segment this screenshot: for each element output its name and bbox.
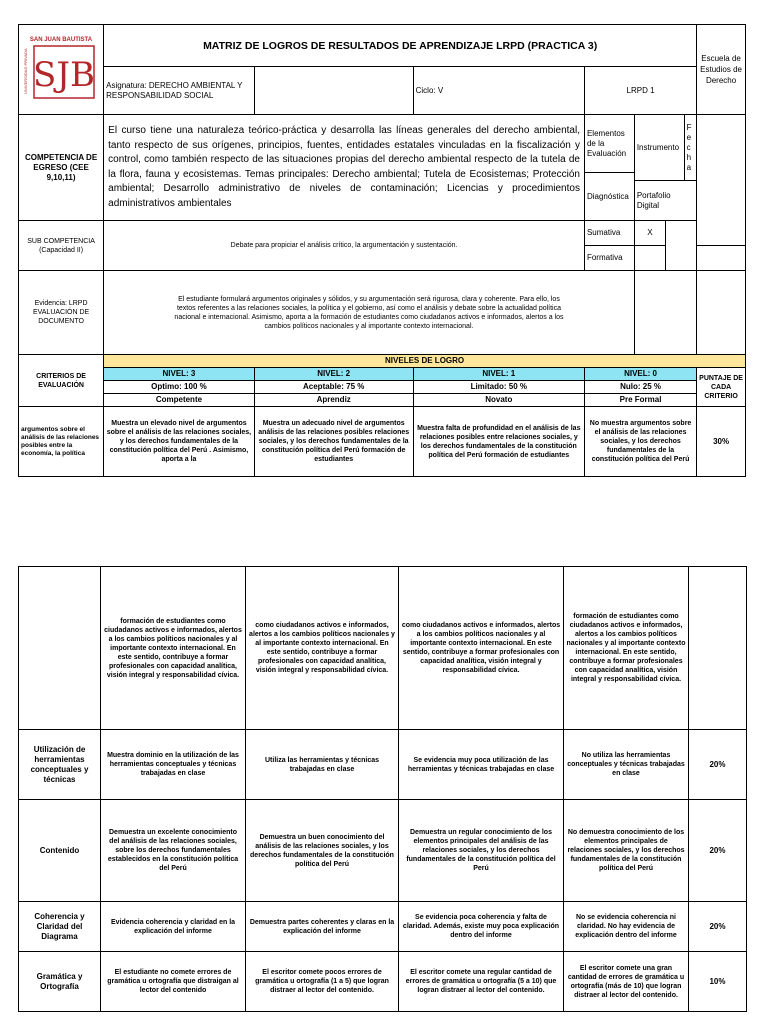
subcompetencia-label: SUB COMPETENCIA (Capacidad II) [19,221,104,271]
level-1-cell: como ciudadanos activos e informados, alertos a los cambios políticos nacionales y al importante contexto internacional. En este sentido, contribuye a formar profesionales con capacidad analítica, visión integral y responsabilidad cívica. [399,567,564,730]
level-1-name: Novato [413,394,584,407]
rubric-table-page-1 [18,24,746,477]
level-0-cell: No utiliza las herramientas conceptuales y técnicas trabajadas en clase [564,730,689,800]
asignatura-label: Asignatura: DERECHO AMBIENTAL Y RESPONSABILIDAD SOCIAL [104,67,255,115]
level-2-header: NIVEL: 2 [254,368,413,381]
blank-cell [254,67,413,115]
level-2-cell: Utiliza las herramientas y técnicas trabajadas en clase [246,730,399,800]
level-1-cell: Se evidencia poca coherencia y falta de claridad. Además, existe muy poca explicación dentro del informe [399,902,564,952]
criterio-cell: Contenido [19,800,101,902]
level-1-cell: Muestra falta de profundidad en el análisis de las relaciones posibles entre relaciones sociales, y los derechos fundamentales de la constitución política del Perú formación de estudiantes [413,407,584,477]
subcompetencia-text: Debate para propiciar el análisis crítico, la argumentación y sustentación. [104,221,585,271]
formativa-label: Formativa [584,246,634,271]
blank-cell [697,271,746,355]
level-0-cell: No muestra argumentos sobre el análisis de las relaciones sociales, y los derechos fundamentales de la constitución política del Perú [584,407,696,477]
competencia-description: El curso tiene una naturaleza teórico-práctica y desarrolla las líneas generales del derecho ambiental, tanto respecto de sus orígenes, principios, fuentes, entidades estatales vinculadas en la fiscalización y control, como también respecto de las situaciones propias del derecho ambiental respecto de la tutela de la flora, fauna y ecosistemas. Temas principales: Derecho ambiental; Tutela de Ecosistemas; Protección ambiental; Desarrollo administrativo de niveles de contaminación; Licencias y procedimientos administrativos ambientales [104,115,585,221]
table-row [19,730,747,800]
criterio-cell: Gramática y Ortografía [19,952,101,1012]
level-0-cell: No demuestra conocimiento de los elementos principales de relaciones sociales, y los derechos fundamentales de la constitución política del Perú [564,800,689,902]
level-3-name: Competente [104,394,255,407]
puntaje-label: PUNTAJE DE CADA CRITERIO [697,368,746,407]
competencia-label: COMPETENCIA DE EGRESO (CEE 9,10,11) [19,115,104,221]
logo-side-text: UNIVERSIDAD PRIVADA [23,47,29,94]
table-row [19,800,747,902]
table-row [19,902,747,952]
level-1-cell: El escritor comete una regular cantidad de errores de gramática u ortografía (5 a 10) que logran distraer al lector del contenido. [399,952,564,1012]
level-0-percent: Nulo: 25 % [584,381,696,394]
criterio-cell [19,567,101,730]
level-3-header: NIVEL: 3 [104,368,255,381]
level-2-cell: como ciudadanos activos e informados, alertos a los cambios políticos nacionales y al importante contexto internacional. En este sentido, contribuye a formar profesionales con capacidad analítica, visión integral y responsabilidad cívica. [246,567,399,730]
blank-side-cell [697,115,746,246]
logo-institution-name: SAN JUAN BAUTISTA [29,36,93,43]
logo-cell [19,25,104,115]
puntaje-cell [689,567,747,730]
evidencia-text: El estudiante formulará argumentos originales y sólidos, y su argumentación será rigurosa, clara y coherente. Para ello, los textos referentes a las relaciones sociales, la política y el gobierno, así como el análisis y debate sobre la actualidad política nacional e internacional. Asimismo, aporta a la formación de estudiantes como ciudadanos activos e informados, alertos a los cambios políticos nacionales y al importante contexto internacional. [104,271,635,355]
puntaje-cell: 20% [689,902,747,952]
university-logo-icon [22,30,100,110]
level-2-cell: Demuestra partes coherentes y claras en la explicación del informe [246,902,399,952]
level-2-cell: El escritor comete pocos errores de gramática u ortografía (1 a 5) que logran distraer al lector del contenido. [246,952,399,1012]
criterio-cell: Coherencia y Claridad del Diagrama [19,902,101,952]
criterio-cell: argumentos sobre el análisis de las relaciones posibles entre la economía, la política [19,407,104,477]
puntaje-cell: 20% [689,800,747,902]
sumativa-mark: X [634,221,665,246]
diagnostica-label: Diagnóstica [584,173,634,221]
level-2-name: Aprendiz [254,394,413,407]
blank-cell [697,246,746,271]
puntaje-cell: 10% [689,952,747,1012]
evidencia-label: Evidencia: LRPD EVALUACIÓN DE DOCUMENTO [19,271,104,355]
portafolio-label: Portafolio Digital [634,181,696,221]
table-row [19,952,747,1012]
level-0-cell: formación de estudiantes como ciudadanos activos e informados, alertos a los cambios políticos nacionales y al importante contexto internacional. En este sentido, contribuye a formar profesionales con capacidad analítica, visión integral y responsabilidad cívica. [564,567,689,730]
table-row [19,407,746,477]
criterios-label: CRITERIOS DE EVALUACIÓN [19,355,104,407]
level-3-percent: Optimo: 100 % [104,381,255,394]
level-0-header: NIVEL: 0 [584,368,696,381]
criterio-cell: Utilización de herramientas conceptuales y técnicas [19,730,101,800]
level-2-percent: Aceptable: 75 % [254,381,413,394]
level-0-name: Pre Formal [584,394,696,407]
ciclo-label: Ciclo: V [413,67,584,115]
level-3-cell: El estudiante no comete errores de gramática u ortografía que distraigan al lector del contenido [101,952,246,1012]
level-3-cell: formación de estudiantes como ciudadanos activos e informados, alertos a los cambios políticos nacionales y al importante contexto internacional. En este sentido, contribuye a formar profesionales con capacidad analítica, visión integral y responsabilidad cívica. [101,567,246,730]
level-3-cell: Muestra dominio en la utilización de las herramientas conceptuales y técnicas trabajadas en clase [101,730,246,800]
level-2-cell: Muestra un adecuado nivel de argumentos análisis de las relaciones posibles relaciones sociales, y los derechos fundamentales de la constitución política del Perú formación de estudiantes [254,407,413,477]
document-title: MATRIZ DE LOGROS DE RESULTADOS DE APRENDIZAJE LRPD (PRACTICA 3) [104,25,697,67]
instrumento-label: Instrumento [634,115,684,181]
puntaje-cell: 20% [689,730,747,800]
blank-cell [634,271,696,355]
elementos-label: Elementos de la Evaluación [584,115,634,173]
level-1-cell: Demuestra un regular conocimiento de los elementos principales del análisis de las relaciones sociales, y los derechos fundamentales de la constitución política del Perú [399,800,564,902]
level-1-cell: Se evidencia muy poca utilización de las herramientas y técnicas trabajadas en clase [399,730,564,800]
level-0-cell: No se evidencia coherencia ni claridad. No hay evidencia de explicación dentro del informe [564,902,689,952]
level-3-cell: Evidencia coherencia y claridad en la explicación del informe [101,902,246,952]
sumativa-label: Sumativa [584,221,634,246]
puntaje-cell: 30% [697,407,746,477]
blank-cell [665,221,696,271]
lrpd-label: LRPD 1 [584,67,696,115]
level-1-percent: Limitado: 50 % [413,381,584,394]
level-3-cell: Demuestra un excelente conocimiento del análisis de las relaciones sociales, sobre los derechos fundamentales establecidos en la constitución política del Perú [101,800,246,902]
logo-letters: SJB [33,54,96,95]
level-0-cell: El escritor comete una gran cantidad de errores de gramática u ortografía (más de 10) que logran distraer al lector del contenido. [564,952,689,1012]
table-row [19,567,747,730]
rubric-table-page-2 [18,566,747,1012]
blank-cell [634,246,665,271]
school-name: Escuela de Estudios de Derecho [697,25,746,115]
level-1-header: NIVEL: 1 [413,368,584,381]
fecha-label: Fecha [684,115,697,181]
level-3-cell: Muestra un elevado nivel de argumentos sobre el análisis de las relaciones sociales, y los derechos fundamentales de la constitución política del Perú . Asimismo, aporta a la [104,407,255,477]
level-2-cell: Demuestra un buen conocimiento del análisis de las relaciones sociales, y los derechos fundamentales de la constitución política del Perú [246,800,399,902]
niveles-header: NIVELES DE LOGRO [104,355,746,368]
